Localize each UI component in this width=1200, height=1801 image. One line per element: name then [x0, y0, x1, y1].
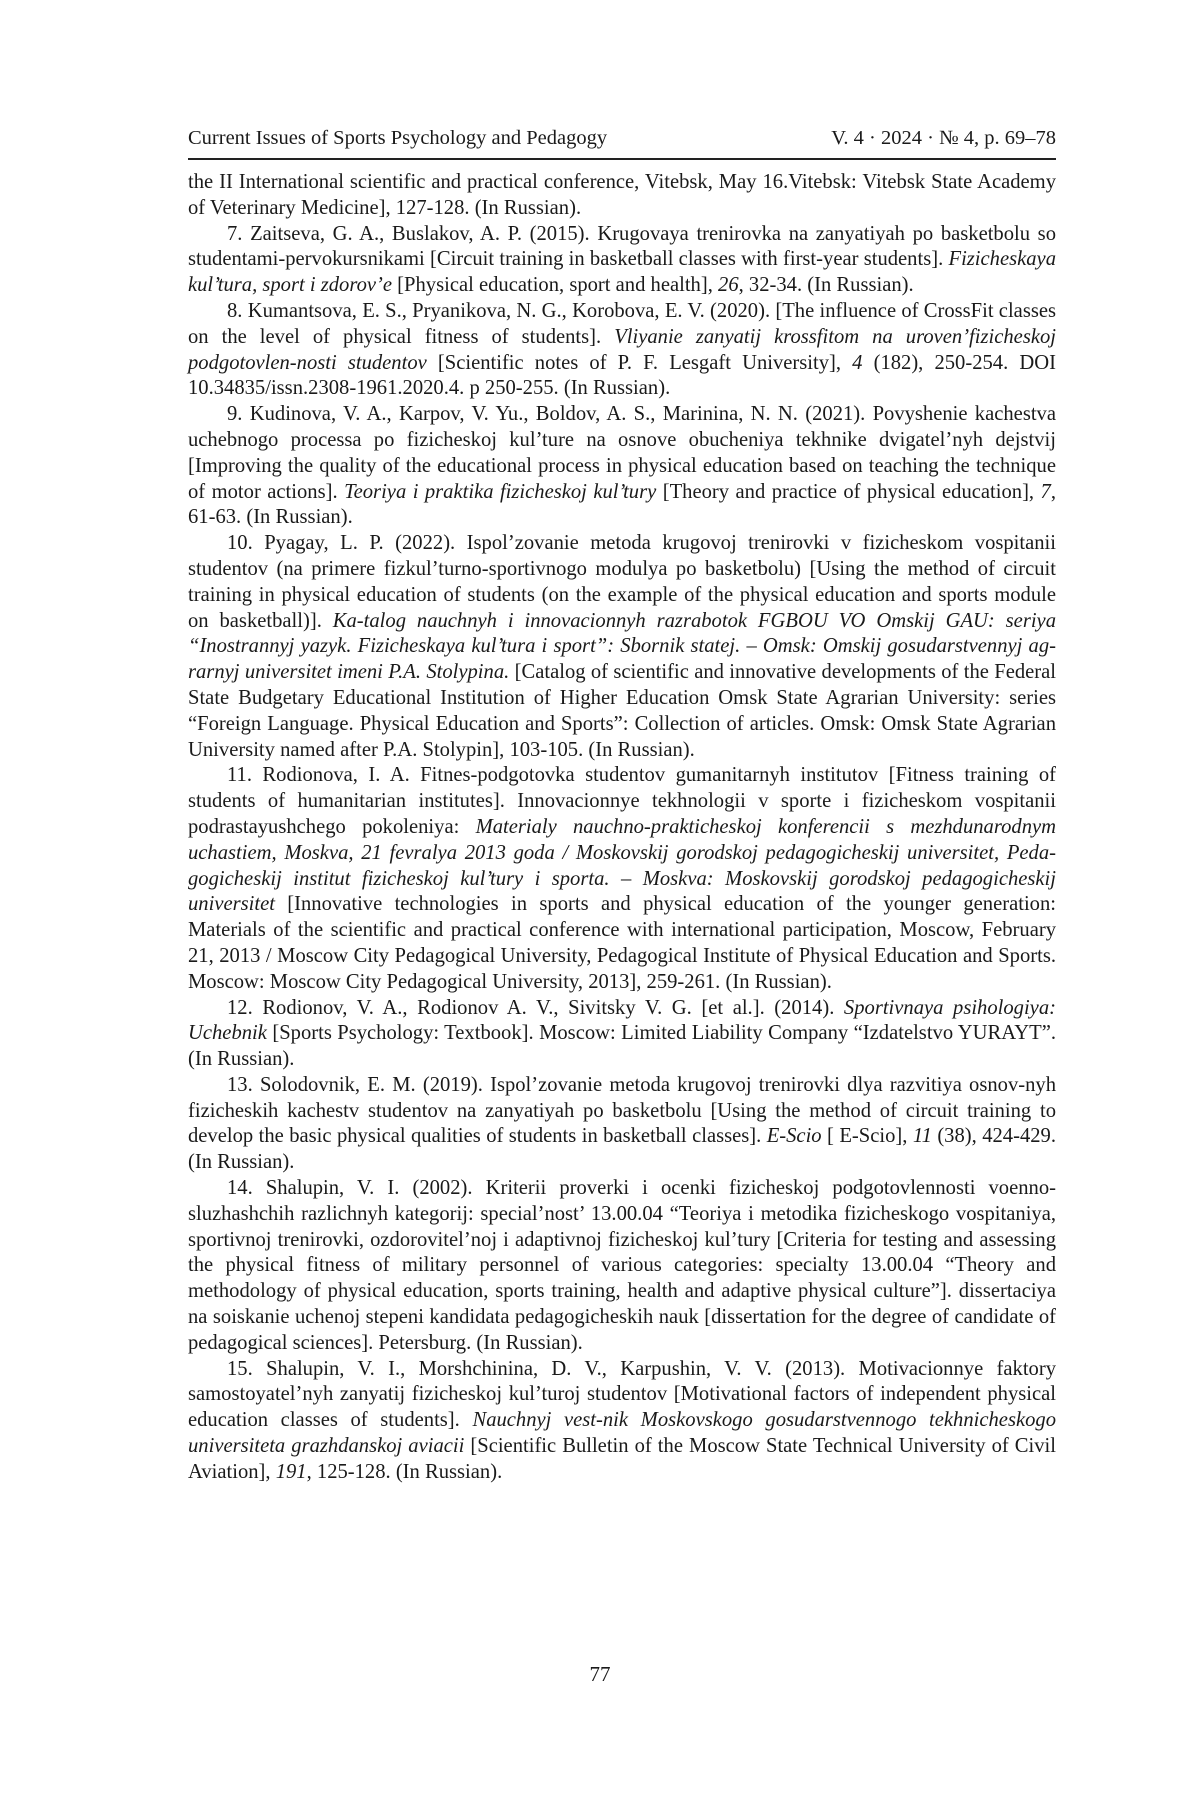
reference-entry: [188, 402, 1056, 531]
reference-text: [ E-Scio],: [821, 1125, 913, 1148]
reference-text: 9. Kudinova, V. A., Karpov, V. Yu., Boldov, A. S., Marinina, N. N. (2021). Povyshenie kachestva uchebnogo processa po fizicheskoj kul’ture na osnove obucheniya tekhnike dvigatel’nyh dejstvij [Improving the quality of the educational process in physical education based on teaching the technique of motor actions].: [188, 403, 1056, 503]
reference-italic-text: Vliyanie zanyatij krossfitom na uroven’fizicheskoj podgotovlen-nosti studentov: [188, 325, 1056, 374]
reference-text: 11. Rodionova, I. A. Fitnes-podgotovka studentov gumanitarnyh institutov [Fitness training of students of humanitarian institutes]. Innovacionnye tekhnologii v sporte i fizicheskom vospitanii podrastayushchego pokoleniya:: [188, 764, 1056, 838]
reference-italic-text: 11: [912, 1125, 932, 1148]
reference-italic-text: 26: [718, 274, 739, 297]
reference-text: 7. Zaitseva, G. A., Buslakov, A. P. (2015). Krugovaya trenirovka na zanyatiyah po basketbolu so studentami-pervokursnikami [Circuit training in basketball classes with first-year students].: [188, 222, 1056, 271]
page-number: 77: [589, 1662, 611, 1686]
reference-text: [Theory and practice of physical education],: [656, 480, 1041, 503]
running-header: [188, 124, 1056, 160]
reference-text: 8. Kumantsova, E. S., Pryanikova, N. G., Korobova, E. V. (2020). [The influence of CrossFit classes on the level of physical fitness of students].: [188, 299, 1056, 348]
reference-text: (38), 424-429. (In Russian).: [188, 1125, 1056, 1174]
reference-text: 14. Shalupin, V. I. (2002). Kriterii proverki i ocenki fizicheskoj podgotovlennosti voenno-sluzhashchih razlichnyh kategorij: special’nost’ 13.00.04 “Teoriya i metodika fizicheskogo vospitaniya, sportivnoj trenirovki, ozdorovitel’noj i adaptivnoj fizicheskoj kul’tury [Criteria for testing and assessing the physical fitness of military personnel of various categories: specialty 13.00.04 “Theory and methodology of physical education, sports training, health and adaptive physical culture”]. dissertaciya na soiskanie uchenoj stepeni kandidata pedagogicheskih nauk [dissertation for the degree of candidate of pedagogical sciences]. Petersburg. (In Russian).: [188, 1177, 1056, 1354]
reference-text: , 125-128. (In Russian).: [306, 1460, 503, 1483]
reference-italic-text: E-Scio: [766, 1125, 822, 1148]
issue-info: V. 4 · 2024 · № 4, p. 69–78: [831, 127, 1056, 149]
reference-entry: [188, 222, 1056, 299]
reference-italic-text: Ka-talog nauchnyh i innovacionnyh razrabotok FGBOU VO Omskij GAU: seriya “Inostrannyj yazyk. Fizicheskaya kul’tura i sport”: Sbornik statej. – Omsk: Omskij gosudarstvennyj ag-rarnyj universitet imeni P.A. Stolypina.: [188, 609, 1056, 684]
reference-text: [Physical education, sport and health],: [392, 274, 719, 297]
reference-italic-text: Materialy nauchno-prakticheskoj konferencii s mezhdunarodnym uchastiem, Moskva, 21 fevralya 2013 goda / Moskovskij gorodskoj pedagogicheskij universitet, Peda-gogicheskij institut fizicheskoj kul’tury i sporta. – Moskva: Moskovskij gorodskoj pedagogicheskij universitet: [188, 815, 1056, 916]
reference-text: [Scientific Bulletin of the Moscow State Technical University of Civil Aviation],: [188, 1435, 1057, 1483]
reference-entry: [188, 1073, 1056, 1176]
reference-entry: [188, 170, 1056, 222]
reference-text: [Innovative technologies in sports and physical education of the younger generation: Materials of the scientific and practical conference with international participation, Moscow, February 21, 2013 / Moscow City Pedagogical University, Pedagogical Institute of Physical Education and Sports. Moscow: Moscow City Pedagogical University, 2013], 259-261. (In Russian).: [188, 893, 1056, 993]
reference-text: the II International scientific and practical conference, Vitebsk, May 16.Vitebsk: Vitebsk State Academy of Veterinary Medicine], 127-128. (In Russian).: [188, 171, 1056, 219]
reference-entry: [188, 1357, 1056, 1486]
reference-text: , 61-63. (In Russian).: [188, 480, 1056, 529]
journal-title: Current Issues of Sports Psychology and Pedagogy: [188, 127, 608, 149]
reference-italic-text: Teoriya i praktika fizicheskoj kul’tury: [344, 480, 657, 503]
reference-text: [Sports Psychology: Textbook]. Moscow: Limited Liability Company “Izdatelstvo YURAYT”. (In Russian).: [188, 1022, 1056, 1071]
reference-text: 15. Shalupin, V. I., Morshchinina, D. V., Karpushin, V. V. (2013). Motivacionnye faktory samostoyatel’nyh zanyatij fizicheskoj kul’turoj studentov [Motivational factors of independent physical education classes of students].: [188, 1357, 1056, 1432]
reference-italic-text: 7: [1040, 480, 1051, 503]
reference-text: (182), 250-254. DOI 10.34835/issn.2308-1961.2020.4. p 250-255. (In Russian).: [188, 351, 1056, 400]
reference-text: 13. Solodovnik, E. M. (2019). Ispol’zovanie metoda krugovoj trenirovki dlya razvitiya osnov-nyh fizicheskih kachestv studentov na zanyatiyah po basketbolu [Using the method of circuit training to develop the basic physical qualities of students in basketball classes].: [188, 1073, 1056, 1148]
page-content: [188, 124, 1056, 1486]
reference-text: 10. Pyagay, L. P. (2022). Ispol’zovanie metoda krugovoj trenirovki v fizicheskom vospitanii studentov (na primere fizkul’turno-sportivnogo modulya po basketbolu) [Using the method of circuit training in physical education of students (on the example of the physical education and sports module on basketball)].: [188, 532, 1056, 632]
reference-entry: [188, 996, 1056, 1073]
reference-text: , 32-34. (In Russian).: [738, 274, 914, 297]
reference-italic-text: Fizicheskaya kul’tura, sport i zdorov’e: [188, 248, 1056, 297]
reference-list: [188, 170, 1056, 1486]
reference-text: [Catalog of scientific and innovative developments of the Federal State Budgetary Educational Institution of Higher Education Omsk State Agrarian University: series “Foreign Language. Physical Education and Sports”: Collection of articles. Omsk: Omsk State Agrarian University named after P.A. Stolypin], 103-105. (In Russian).: [188, 661, 1057, 761]
reference-italic-text: 4: [852, 351, 863, 374]
reference-entry: [188, 531, 1056, 763]
reference-text: 12. Rodionov, V. A., Rodionov A. V., Sivitsky V. G. [et al.]. (2014).: [227, 996, 844, 1019]
reference-entry: [188, 1176, 1056, 1357]
reference-italic-text: Nauchnyj vest-nik Moskovskogo gosudarstvennogo tekhnicheskogo universiteta grazhdanskoj aviacii: [188, 1409, 1056, 1458]
reference-italic-text: Sportivnaya psihologiya: Uchebnik: [188, 996, 1056, 1045]
reference-entry: [188, 299, 1056, 402]
reference-italic-text: 191: [275, 1460, 307, 1483]
reference-entry: [188, 763, 1056, 995]
reference-text: [Scientific notes of P. F. Lesgaft University],: [426, 351, 853, 374]
